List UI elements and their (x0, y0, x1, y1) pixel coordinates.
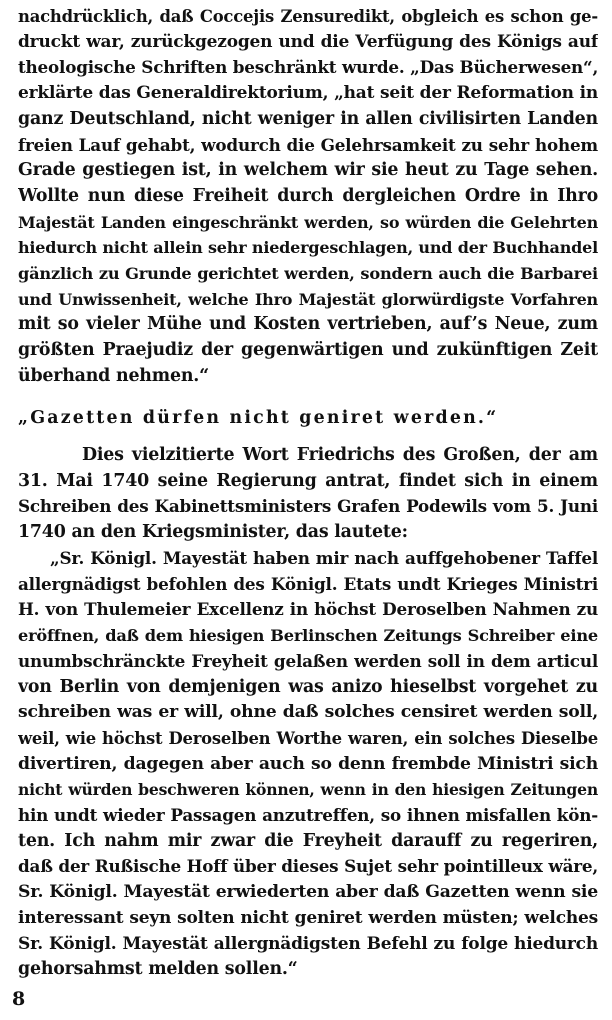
text-line: Dies vielzitierte Wort Friedrichs des Großen, der am (82, 445, 598, 465)
text-line: von Berlin von demjenigen was anizo hieselbst vorgehet zu (18, 676, 598, 697)
text-line: hiedurch nicht allein sehr niedergeschlagen, und der Buchhandel (18, 238, 598, 258)
text-line: nicht würden beschweren können, wenn in den hiesigen Zeitungen (18, 780, 598, 800)
text-line: allergnädigst befohlen des Königl. Etats undt Krieges Ministri (18, 573, 598, 594)
text-line: eröffnen, daß dem hiesigen Berlinschen Zeitungs Schreiber eine (18, 626, 598, 646)
text-line: ganz Deutschland, nicht weniger in allen civilisirten Landen (18, 108, 598, 129)
text-line: theologische Schriften beschränkt wurde. „Das Bücherwesen“, (18, 57, 598, 78)
text-line: H. von Thulemeier Excellenz in höchst Deroselben Nahmen zu (18, 599, 598, 620)
text-line: nachdrücklich, daß Coccejis Zensuredikt, obgleich es schon ge- (18, 7, 598, 26)
text-line: erklärte das Generaldirektorium, „hat seit der Reformation in (18, 83, 598, 104)
text-line: Schreiben des Kabinettsministers Grafen Podewils vom 5. Juni (18, 496, 598, 517)
text-line: und Unwissenheit, welche Ihro Majestät glorwürdigste Vorfahren (18, 289, 598, 309)
text-line: größten Praejudiz der gegenwärtigen und zukünftigen Zeit (18, 340, 598, 361)
text-line: druckt war, zurückgezogen und die Verfügung des Königs auf (18, 31, 598, 52)
text-line: Majestät Landen eingeschränkt werden, so würden die Gelehrten (18, 212, 598, 232)
section-heading: „Gazetten dürfen nicht geniret werden.“ (18, 408, 499, 428)
text-line: daß der Rußische Hoff über dieses Sujet sehr pointilleux wäre, (18, 856, 598, 877)
text-line: überhand nehmen.“ (18, 365, 209, 386)
text-line: schreiben was er will, ohne daß solches censiret werden soll, (18, 702, 598, 723)
text-line: 1740 an den Kriegsminister, das lautete: (18, 522, 408, 543)
text-line: Sr. Königl. Mayestät erwiederten aber daß Gazetten wenn sie (18, 882, 598, 903)
text-line: unumbschränckte Freyheit gelaßen werden soll in dem articul (18, 650, 598, 671)
text-line: hin undt wieder Passagen anzutreffen, so ihnen misfallen kön- (18, 805, 598, 826)
text-line: 31. Mai 1740 seine Regierung antrat, findet sich in einem (18, 470, 598, 491)
page-number: 8 (12, 988, 26, 1010)
text-line: mit so vieler Mühe und Kosten vertrieben, auf’s Neue, zum (18, 314, 598, 335)
text-line: gänzlich zu Grunde gerichtet werden, sondern auch die Barbarei (18, 264, 598, 284)
text-line: weil, wie höchst Deroselben Worthe waren, ein solches Dieselbe (18, 728, 598, 748)
text-line: Sr. Königl. Mayestät allergnädigsten Befehl zu folge hiedurch (18, 933, 598, 954)
text-line: Wollte nun diese Freiheit durch dergleichen Ordre in Ihro (18, 185, 598, 206)
text-line: „Sr. Königl. Mayestät haben mir nach auffgehobener Taffel (50, 548, 598, 568)
text-line: Grade gestiegen ist, in welchem wir sie heut zu Tage sehen. (18, 160, 598, 181)
text-line: ten. Ich nahm mir zwar die Freyheit darauff zu regeriren, (18, 830, 598, 851)
paragraph-2 (18, 443, 598, 546)
text-line: interessant seyn solten nicht geniret werden müsten; welches (18, 907, 598, 928)
text-line: gehorsahmst melden sollen.“ (18, 959, 298, 980)
text-line: freien Lauf gehabt, wodurch die Gelehrsamkeit zu sehr hohem (18, 134, 598, 155)
paragraph-1 (18, 4, 598, 390)
text-line: divertiren, dagegen aber auch so denn frembde Ministri sich (18, 753, 598, 774)
paragraph-3 (18, 546, 598, 983)
